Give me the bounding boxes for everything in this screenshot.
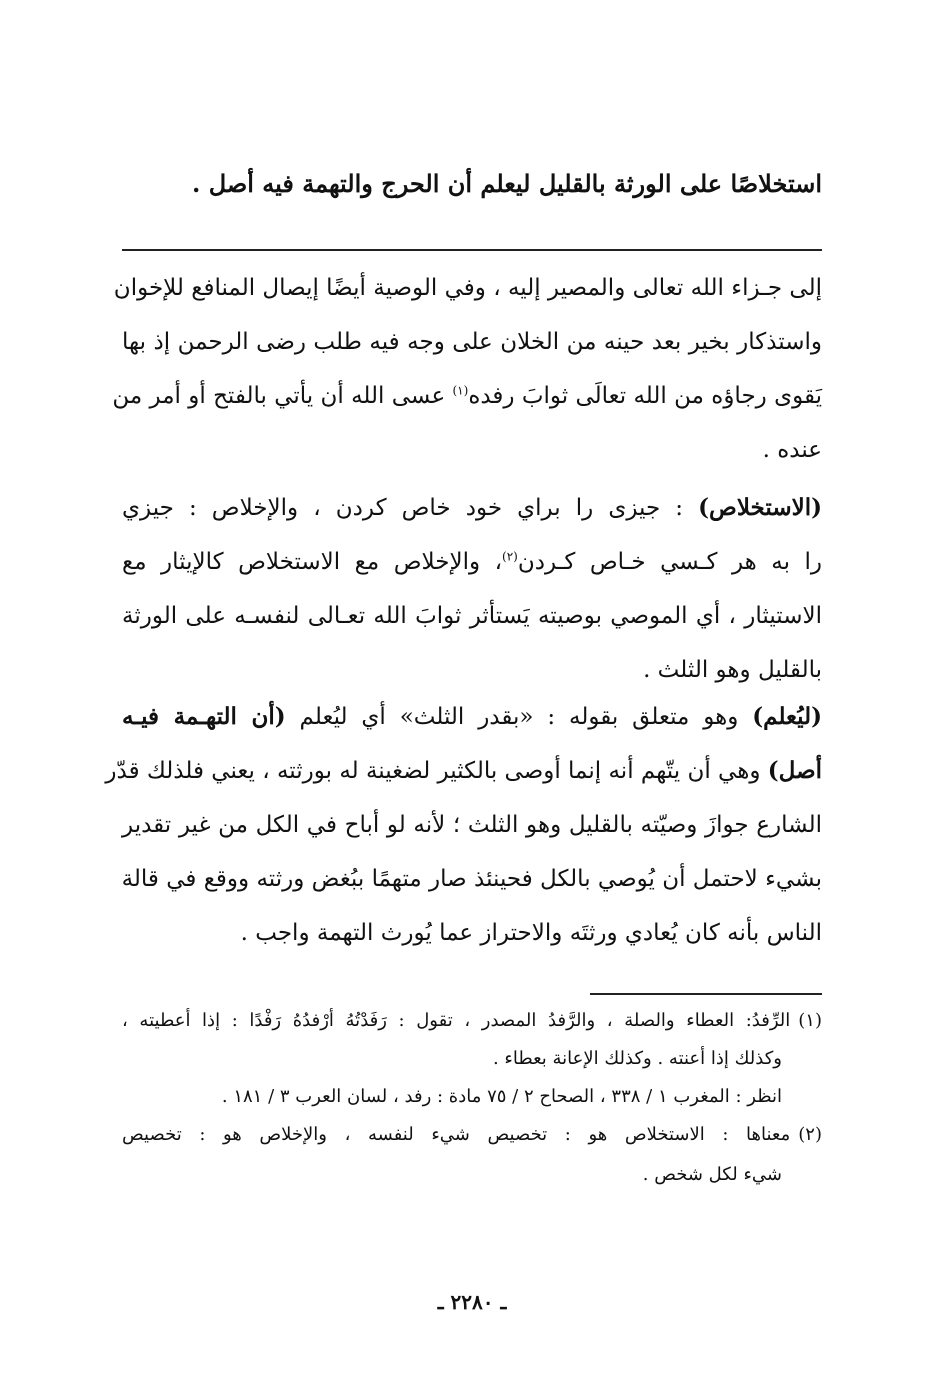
footnote-ref-2: (٢) (502, 549, 518, 564)
footnote-2-line1 (122, 1120, 822, 1150)
footnote-2-line2: شيء لكل شخص . (642, 1164, 782, 1185)
footnote-1-number: (١) (798, 1010, 822, 1031)
commentary-p3-line1 (122, 697, 822, 737)
matn-text: استخلاصًا على الورثة بالقليل ليعلم أن الحرج والتهمة فيه أصل . (192, 169, 822, 198)
commentary-p1-line3-text-b: عسى الله أن يأتي بالفتح أو أمر من (112, 383, 453, 409)
footnote-1-line1-text: الرِّفدُ: العطاء والصلة ، والرَّفدُ المصدر ، تقول : رَفَدْتُهُ أرْفدُهُ رَفْدًا : إذا أعطيته ، (122, 1010, 791, 1031)
commentary-p3-line1-text: وهو متعلق بقوله : «بقدر الثلث» أي ليُعلم (285, 704, 753, 730)
term-tuhma-part1: (أن التهـمة فيـه (122, 703, 286, 730)
commentary-p2-line4: بالقليل وهو الثلث . (643, 657, 822, 683)
matn-separator-rule (122, 249, 822, 251)
footnote-separator-rule (590, 993, 822, 995)
footnote-2-number: (٢) (798, 1124, 822, 1145)
commentary-p3-line5: الناس بأنه كان يُعادي ورثتَه والاحتراز عما يُورث التهمة واجب . (240, 920, 822, 946)
commentary-p2-line2-text-a: را به هر كـسي خـاص كـردن (517, 549, 822, 575)
footnote-ref-1: (١) (452, 383, 469, 398)
commentary-p2-line2 (122, 542, 822, 582)
commentary-p1-line3-text-a: يَقوى رجاؤه من الله تعالَى ثوابَ رفده (468, 383, 822, 409)
footnote-2-line1-text: معناها : الاستخلاص هو : تخصيص شيء لنفسه ، والإخلاص هو : تخصيص (122, 1124, 791, 1145)
commentary-p3-line4: بشيء لاحتمل أن يُوصي بالكل فحينئذ صار متهمًا ببُغض ورثته ووقع في قالة (121, 866, 822, 892)
term-liyulam: (ليُعلم) (752, 703, 822, 730)
footnote-1-line1 (122, 1006, 822, 1036)
commentary-p2-line1-text: : جيزى را براي خود خاص كردن ، والإخلاص : جيزي (122, 495, 699, 521)
footnote-1-line2: وكذلك إذا أعنته . وكذلك الإعانة بعطاء . (492, 1048, 782, 1069)
commentary-p3-line2 (105, 751, 822, 791)
commentary-p2-line1 (122, 488, 822, 528)
commentary-p3-line3: الشارع جوازَ وصيّته بالقليل وهو الثلث ؛ لأنه لو أباح في الكل من غير تقدير (122, 812, 822, 838)
commentary-p2-line3: الاستيثار ، أي الموصي بوصيته يَستأثر ثوابَ الله تعـالى لنفسـه على الورثة (122, 603, 822, 629)
term-tuhma-part2: أصل) (767, 757, 822, 784)
page-number: ـ ٢٢٨٠ ـ (437, 1290, 507, 1314)
commentary-p1-line2: واستذكار بخير بعد حينه من الخلان على وجه فيه طلب رضى الرحمن إذ بها (122, 329, 822, 355)
term-istikhlas: (الاستخلاص) (698, 494, 822, 521)
footnote-1-line3: انظر : المغرب ١ / ٣٣٨ ، الصحاح ٢ / ٧٥ مادة : رفد ، لسان العرب ٣ / ١٨١ . (221, 1086, 782, 1107)
commentary-p1-line3 (112, 376, 822, 416)
commentary-p1-line4: عنده . (762, 437, 822, 463)
commentary-p1-line1: إلى جـزاء الله تعالى والمصير إليه ، وفي الوصية أيضًا إيصال المنافع للإخوان (113, 275, 822, 301)
commentary-p3-line2-text: وهي أن يتّهم أنه إنما أوصى بالكثير لضغينة له بورثته ، يعني فلذلك قدّر (105, 758, 768, 784)
commentary-p2-line2-text-b: ، والإخلاص مع الاستخلاص كالإيثار مع (122, 549, 502, 575)
